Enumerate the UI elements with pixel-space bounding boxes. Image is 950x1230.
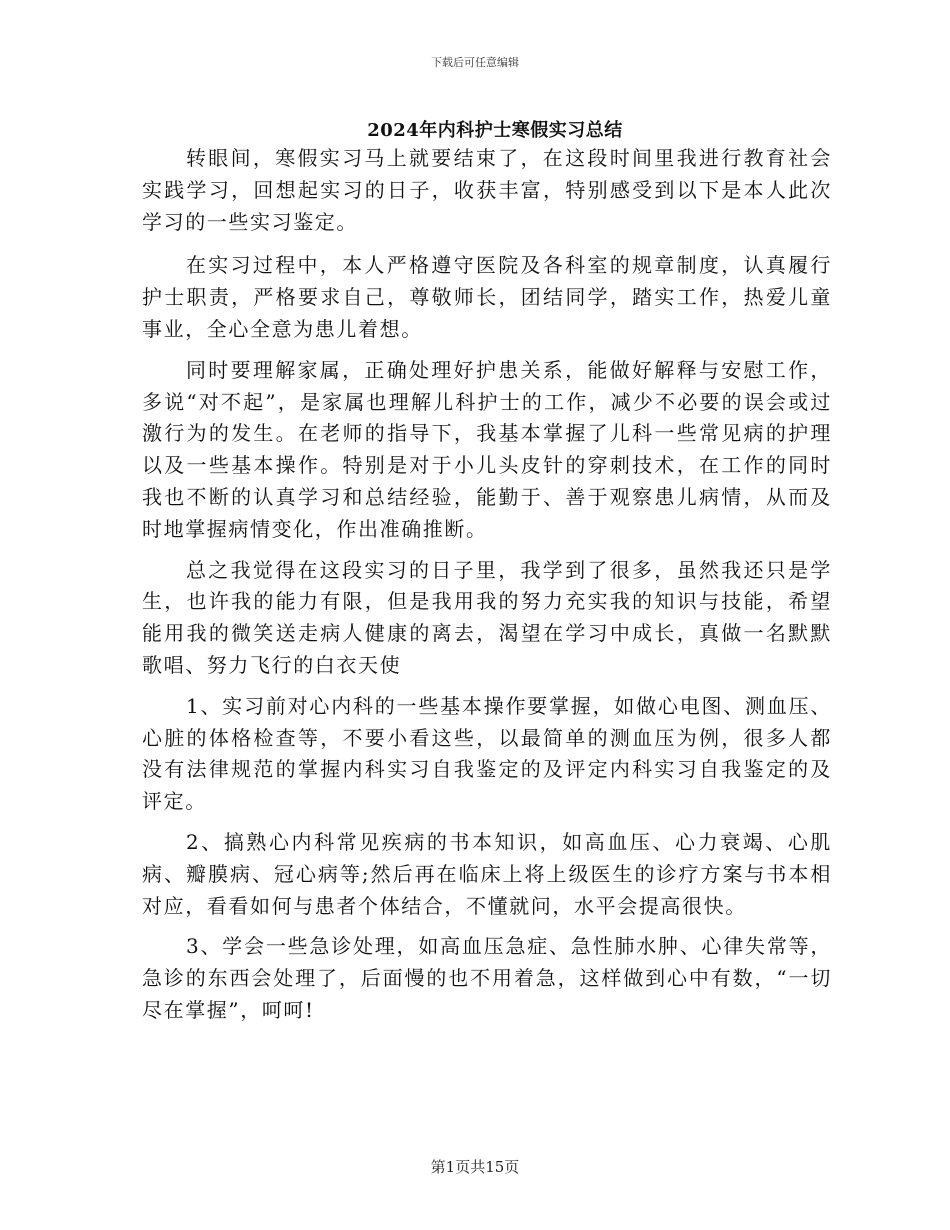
page-number: 第1页共15页 xyxy=(430,1158,520,1176)
paragraph-point-1: 1、实习前对心内科的一些基本操作要掌握，如做心电图、测血压、心脏的体格检查等，不要小看这些，以最简单的测血压为例，很多人都没有法律规范的掌握内科实习自我鉴定的及评定内科实习自我鉴定的及评定。 xyxy=(142,693,832,814)
header-note: 下载后可任意编辑 xyxy=(431,56,519,69)
document-body xyxy=(142,143,832,1027)
paragraph-point-2: 2、搞熟心内科常见疾病的书本知识，如高血压、心力衰竭、心肌病、瓣膜病、冠心病等;然后再在临床上将上级医生的诊疗方案与书本相对应，看看如何与患者个体结合，不懂就问，水平会提高很快。 xyxy=(142,829,832,918)
paragraph-family-relations: 同时要理解家属，正确处理好护患关系，能做好解释与安慰工作，多说“对不起”，是家属也理解儿科护士的工作，减少不必要的误会或过激行为的发生。在老师的指导下，我基本掌握了儿科一些常见病的护理以及一些基本操作。特别是对于小儿头皮针的穿刺技术，在工作的同时我也不断的认真学习和总结经验，能勤于、善于观察患儿病情，从而及时地掌握病情变化，作出准确推断。 xyxy=(142,357,832,541)
paragraph-point-3: 3、学会一些急诊处理，如高血压急症、急性肺水肿、心律失常等，急诊的东西会处理了，后面慢的也不用着急，这样做到心中有数，“一切尽在掌握”，呵呵! xyxy=(142,934,832,1022)
document-title: 2024年内科护士寒假实习总结 xyxy=(367,120,623,141)
paragraph-conduct: 在实习过程中，本人严格遵守医院及各科室的规章制度，认真履行护士职责，严格要求自己，尊敬师长，团结同学，踏实工作，热爱儿童事业，全心全意为患儿着想。 xyxy=(142,253,832,341)
paragraph-intro: 转眼间，寒假实习马上就要结束了，在这段时间里我进行教育社会实践学习，回想起实习的日子，收获丰富，特别感受到以下是本人此次学习的一些实习鉴定。 xyxy=(142,146,832,234)
paragraph-summary: 总之我觉得在这段实习的日子里，我学到了很多，虽然我还只是学生，也许我的能力有限，但是我用我的努力充实我的知识与技能，希望能用我的微笑送走病人健康的离去，渴望在学习中成长，真做一名默默歌唱、努力飞行的白衣天使 xyxy=(142,557,832,677)
